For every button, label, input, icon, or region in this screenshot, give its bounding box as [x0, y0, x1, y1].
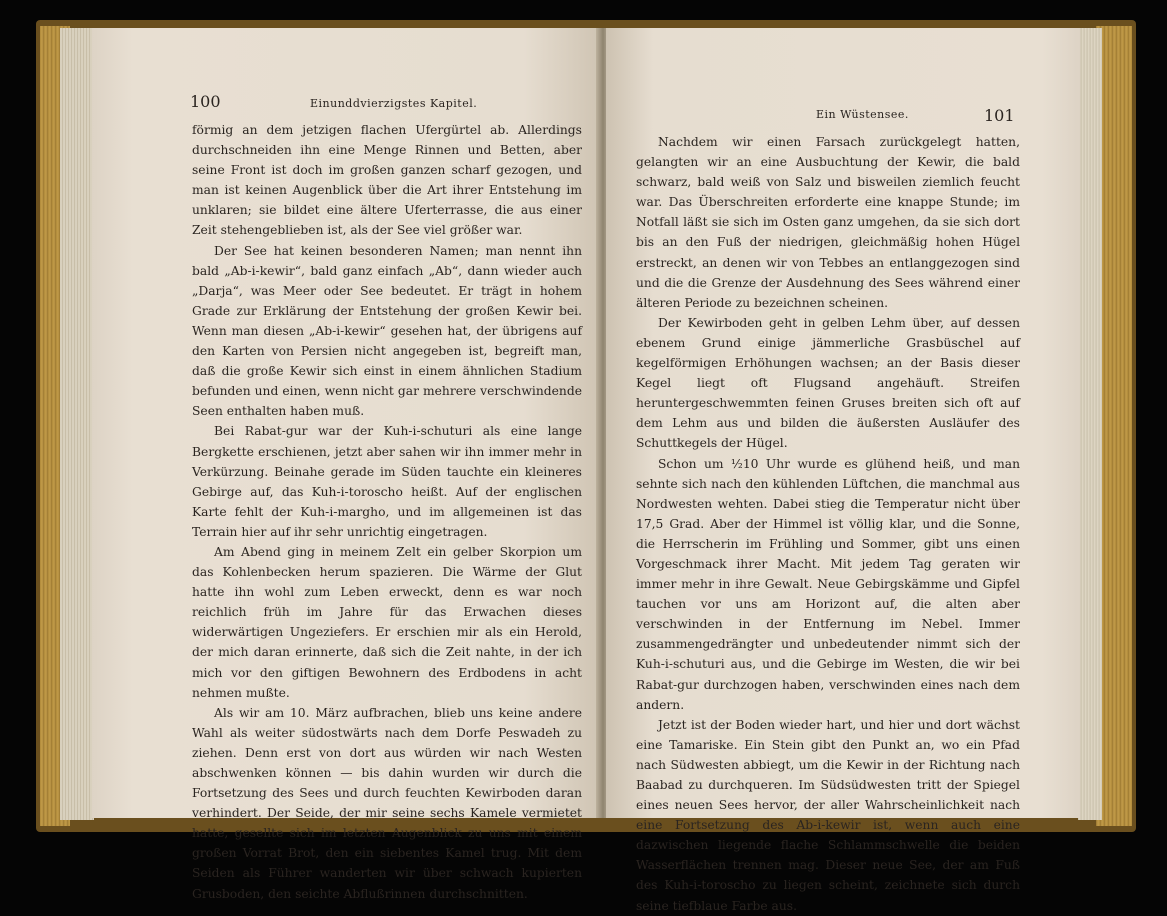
paragraph: Am Abend ging in meinem Zelt ein gelber Skorpion um das Kohlenbecken herum spazieren. Die Wärme der Glut hatte ihn wohl zum Leben erweckt, denn es war noch reichlich früh im Jahre für das Erwachen dieses widerwärtigen Ungeziefers. Er erschien mir als ein Herold, der mich daran erinnerte, daß sich die Zeit nahte, in der ich mich vor den giftigen Bewohnern des Erdbodens in acht nehmen mußte.	[192, 544, 582, 700]
paragraph: Als wir am 10. März aufbrachen, blieb uns keine andere Wahl als weiter südostwärts nach dem Dorfe Peswadeh zu ziehen. Denn erst von dort aus würden wir nach Westen abschwenken können — bis dahin wurden wir durch die Fortsetzung des Sees und durch feuchten Kewirboden daran verhindert. Der Seide, der mir seine sechs Kamele vermietet hatte, gesellte sich im letzten Augenblick zu uns mit einem großen Vorrat Brot, den ein siebentes Kamel trug. Mit dem Seiden als Führer wanderten wir über schwach kupierten Grusboden, den seichte Abflußrinnen durchschnitten.	[192, 705, 582, 901]
paragraph: Nachdem wir einen Farsach zurückgelegt hatten, gelangten wir an eine Ausbuchtung der Kewir, die bald schwarz, bald weiß von Salz und bisweilen ziemlich feucht war. Das Überschreiten erforderte eine knappe Stunde; im Notfall läßt sie sich im Osten ganz umgehen, da sie sich dort bis an den Fuß der niedrigen, gleichmäßig hohen Hügel erstreckt, an denen wir von Tebbes an entlanggezogen sind und die die Grenze der Ausdehnung des Sees während einer älteren Periode zu bezeichnen scheinen.	[636, 135, 1020, 310]
page-number: 100	[190, 92, 221, 111]
page-edges-right	[1078, 28, 1102, 820]
paragraph: Schon um ½10 Uhr wurde es glühend heiß, und man sehnte sich nach den kühlenden Lüftchen, die manchmal aus Nordwesten wehten. Dabei stieg die Temperatur nicht über 17,5 Grad. Aber der Himmel ist völlig klar, und die Sonne, die Herrscherin im Frühling und Sommer, gibt uns einen Vorgeschmack ihrer Macht. Mit jedem Tag geraten wir immer mehr in ihre Gewalt. Neue Gebirgskämme und Gipfel tauchen vor uns am Horizont auf, die alten aber verschwinden in der Entfernung im Nebel. Immer zusammengedrängter und unbedeutender nimmt sich der Kuh-i-schuturi aus, und die Gebirge im Westen, die wir bei Rabat-gur durchzogen haben, verschwinden eines nach dem andern.	[636, 456, 1020, 712]
running-head: Einunddvierzigstes Kapitel.	[310, 97, 478, 110]
body-text	[636, 132, 1020, 916]
paragraph: Der See hat keinen besonderen Namen; man nennt ihn bald „Ab-i-kewir“, bald ganz einfach „Ab“, dann wieder auch „Darja“, was Meer oder See bedeutet. Er trägt in hohem Grade zur Erklärung der Entstehung der großen Kewir bei. Wenn man diesen „Ab-i-kewir“ gesehen hat, der übrigens auf den Karten von Persien nicht angegeben ist, begreift man, daß die große Kewir sich einst in einem ähnlichen Stadium befunden und einen, wenn nicht gar mehrere verschwindende Seen enthalten haben muß.	[192, 243, 582, 419]
paragraph: Jetzt ist der Boden wieder hart, und hier und dort wächst eine Tamariske. Ein Stein gibt den Punkt an, wo ein Pfad nach Südwesten abbiegt, um die Kewir in der Richtung nach Baabad zu durchqueren. Im Südsüdwesten tritt der Spiegel eines neuen Sees hervor, der aller Wahrscheinlichkeit nach eine Fortsetzung des Ab-i-kewir ist, wenn auch eine dazwischen liegende flache Schlammschwelle die beiden Wasserflächen trennen mag. Dieser neue See, der am Fuß des Kuh-i-toroscho zu liegen scheint, zeichnete sich durch seine tiefblaue Farbe aus.	[636, 717, 1020, 913]
page-edges-left	[60, 28, 94, 820]
left-page	[92, 28, 600, 901]
running-head: Ein Wüstensee.	[816, 108, 909, 121]
paragraph: förmig an dem jetzigen flachen Ufergürtel ab. Allerdings durchschneiden ihn eine Menge Rinnen und Betten, aber seine Front ist doch im großen ganzen scharf gezogen, und man ist keinen Augenblick über die Art ihrer Entstehung im unklaren; sie bildet eine ältere Uferterrasse, die aus einer Zeit stehengeblieben ist, als der See viel größer war.	[192, 123, 582, 238]
paragraph: Bei Rabat-gur war der Kuh-i-schuturi als eine lange Bergkette erschienen, jetzt aber sahen wir ihn immer mehr in Verkürzung. Beinahe gerade im Süden tauchte ein kleineres Gebirge auf, das Kuh-i-toroscho heißt. Auf der englischen Karte fehlt der Kuh-i-margho, und im allgemeinen ist das Terrain hier auf ihr sehr unrichtig eingetragen.	[192, 424, 582, 539]
page-number: 101	[984, 106, 1015, 125]
body-text	[192, 120, 582, 904]
paragraph: Der Kewirboden geht in gelben Lehm über, auf dessen ebenem Grund einige jämmerliche Grasbüschel auf kegelförmigen Erhöhungen wachsen; an der Basis dieser Kegel liegt oft Flugsand angehäuft. Streifen heruntergeschwemmten feinen Gruses breiten sich oft auf dem Lehm aus und bilden die äußersten Ausläufer des Schuttkegels der Hügel.	[636, 315, 1020, 451]
right-page	[606, 28, 1080, 913]
